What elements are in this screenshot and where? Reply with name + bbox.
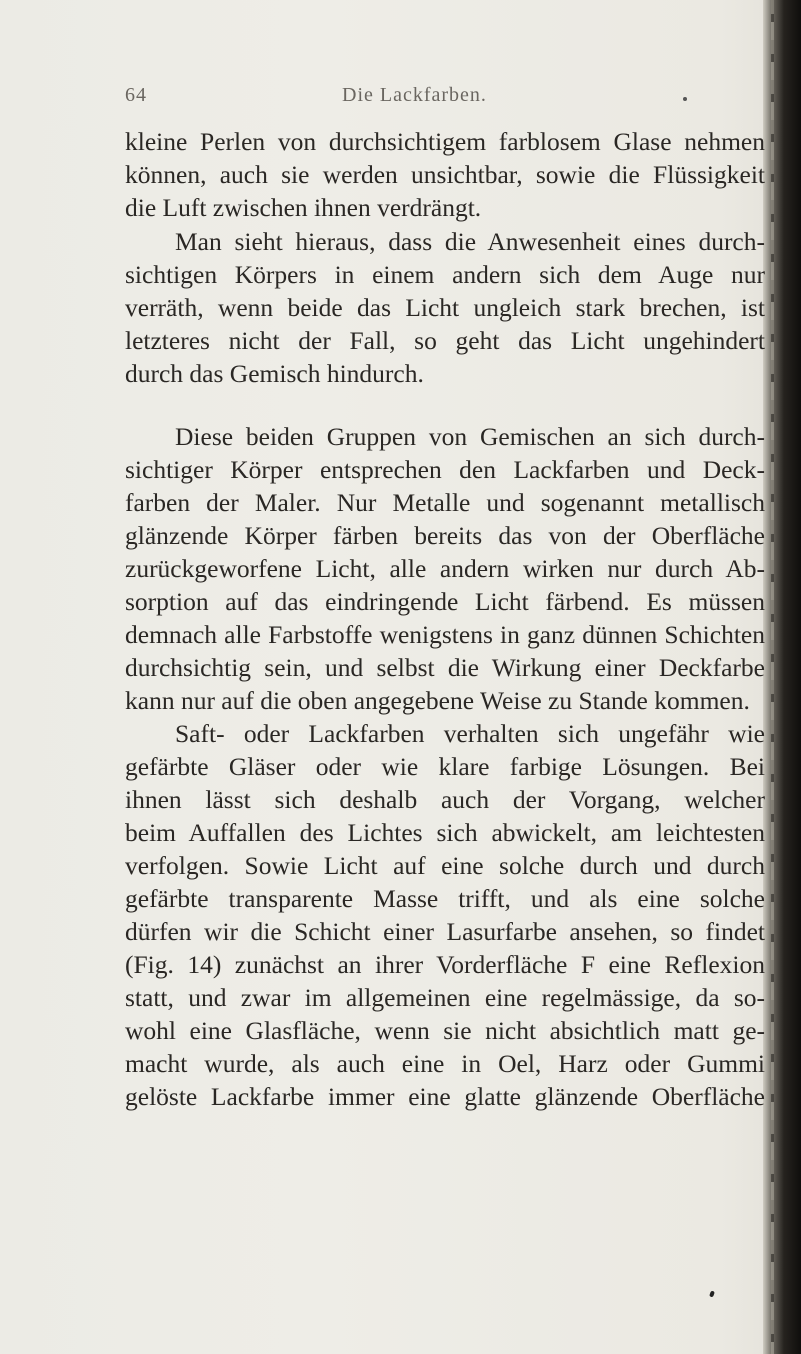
running-title: Die Lackfarben. — [342, 84, 487, 106]
text-line: Diese beiden Gruppen von Gemischen an sich durch- — [175, 422, 765, 451]
text-line: glänzende Körper färben bereits das von der Oberfläche — [125, 521, 765, 550]
ink-speck — [709, 1290, 715, 1297]
text-line: (Fig. 14) zunächst an ihrer Vorderfläche F eine Reflexion — [125, 950, 765, 979]
text-line: die Luft zwischen ihnen verdrängt. — [125, 193, 482, 222]
text-line: statt, und zwar im allgemeinen eine regelmässige, da so- — [125, 983, 765, 1012]
page-header — [0, 84, 801, 114]
paragraph-1 — [125, 125, 765, 224]
paragraph-4 — [125, 717, 765, 1113]
text-line: dürfen wir die Schicht einer Lasurfarbe ansehen, so findet — [125, 917, 765, 946]
text-line: macht wurde, als auch eine in Oel, Harz oder Gummi — [125, 1049, 765, 1078]
text-line: ihnen lässt sich deshalb auch der Vorgang, welcher — [125, 785, 765, 814]
text-line: zurückgeworfene Licht, alle andern wirken nur durch Ab- — [125, 554, 765, 583]
text-line: letzteres nicht der Fall, so geht das Licht ungehindert — [125, 326, 765, 355]
text-line: können, auch sie werden unsichtbar, sowie die Flüssigkeit — [125, 160, 765, 189]
text-line: kleine Perlen von durchsichtigem farblosem Glase nehmen — [125, 127, 765, 156]
text-line: beim Auffallen des Lichtes sich abwickelt, am leichtesten — [125, 818, 765, 847]
text-line: gefärbte Gläser oder wie klare farbige Lösungen. Bei — [125, 752, 765, 781]
text-line: demnach alle Farbstoffe wenigstens in ganz dünnen Schichten — [125, 620, 765, 649]
text-line: Saft- oder Lackfarben verhalten sich ungefähr wie — [175, 719, 765, 748]
page-number: 64 — [125, 84, 147, 106]
text-line: durchsichtig sein, und selbst die Wirkung einer Deckfarbe — [125, 653, 765, 682]
text-line: sichtiger Körper entsprechen den Lackfarben und Deck- — [125, 455, 765, 484]
text-line: durch das Gemisch hindurch. — [125, 359, 424, 388]
paragraph-2 — [125, 225, 765, 390]
paragraph-3 — [125, 420, 765, 717]
text-line: sichtigen Körpers in einem andern sich dem Auge nur — [125, 260, 765, 289]
text-line: verräth, wenn beide das Licht ungleich stark brechen, ist — [125, 293, 765, 322]
text-line: Man sieht hieraus, dass die Anwesenheit eines durch- — [175, 227, 765, 256]
text-line: gelöste Lackfarbe immer eine glatte glänzende Oberfläche — [125, 1082, 765, 1111]
book-binding-edge — [763, 0, 801, 1354]
text-line: kann nur auf die oben angegebene Weise zu Stande kommen. — [125, 686, 750, 715]
text-line: farben der Maler. Nur Metalle und sogenannt metallisch — [125, 488, 765, 517]
text-line: verfolgen. Sowie Licht auf eine solche durch und durch — [125, 851, 765, 880]
text-line: gefärbte transparente Masse trifft, und als eine solche — [125, 884, 765, 913]
ink-speck — [683, 97, 687, 101]
text-line: sorption auf das eindringende Licht färbend. Es müssen — [125, 587, 765, 616]
text-line: wohl eine Glasfläche, wenn sie nicht absichtlich matt ge- — [125, 1016, 765, 1045]
